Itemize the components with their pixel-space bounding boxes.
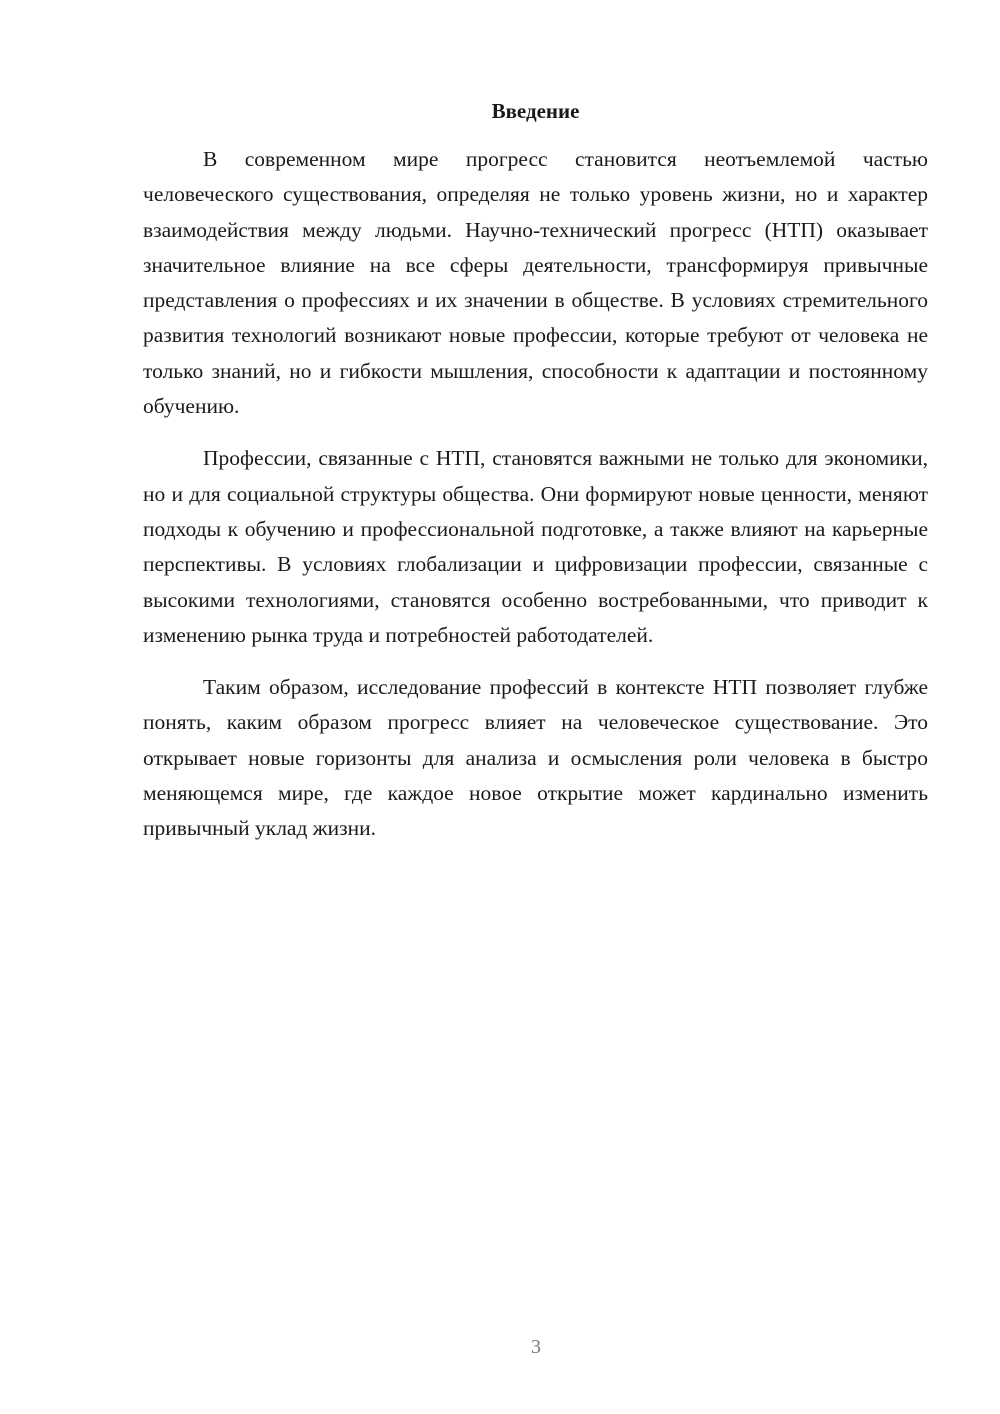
section-heading: Введение [491, 99, 580, 123]
page-number: 3 [531, 1336, 541, 1358]
paragraph-2: Профессии, связанные с НТП, становятся важными не только для экономики, но и для социальной структуры общества. Они формируют новые ценности, меняют подходы к обучению и профессиональной подготовке, а также влияют на карьерные перспективы. В условиях глобализации и цифровизации профессии, связанные с высокими технологиями, становятся особенно востребованными, что приводит к изменению рынка труда и потребностей работодателей. [143, 446, 928, 647]
paragraph-1: В современном мире прогресс становится неотъемлемой частью человеческого существования, определяя не только уровень жизни, но и характер взаимодействия между людьми. Научно-технический прогресс (НТП) оказывает значительное влияние на все сферы деятельности, трансформируя привычные представления о профессиях и их значении в обществе. В условиях стремительного развития технологий возникают новые профессии, которые требуют от человека не только знаний, но и гибкости мышления, способности к адаптации и постоянному обучению. [143, 147, 928, 419]
body-text [143, 142, 928, 864]
paragraph-3: Таким образом, исследование профессий в контексте НТП позволяет глубже понять, каким образом прогресс влияет на человеческое существование. Это открывает новые горизонты для анализа и осмысления роли человека в быстро меняющемся мире, где каждое новое открытие может кардинально изменить привычный уклад жизни. [143, 675, 928, 841]
